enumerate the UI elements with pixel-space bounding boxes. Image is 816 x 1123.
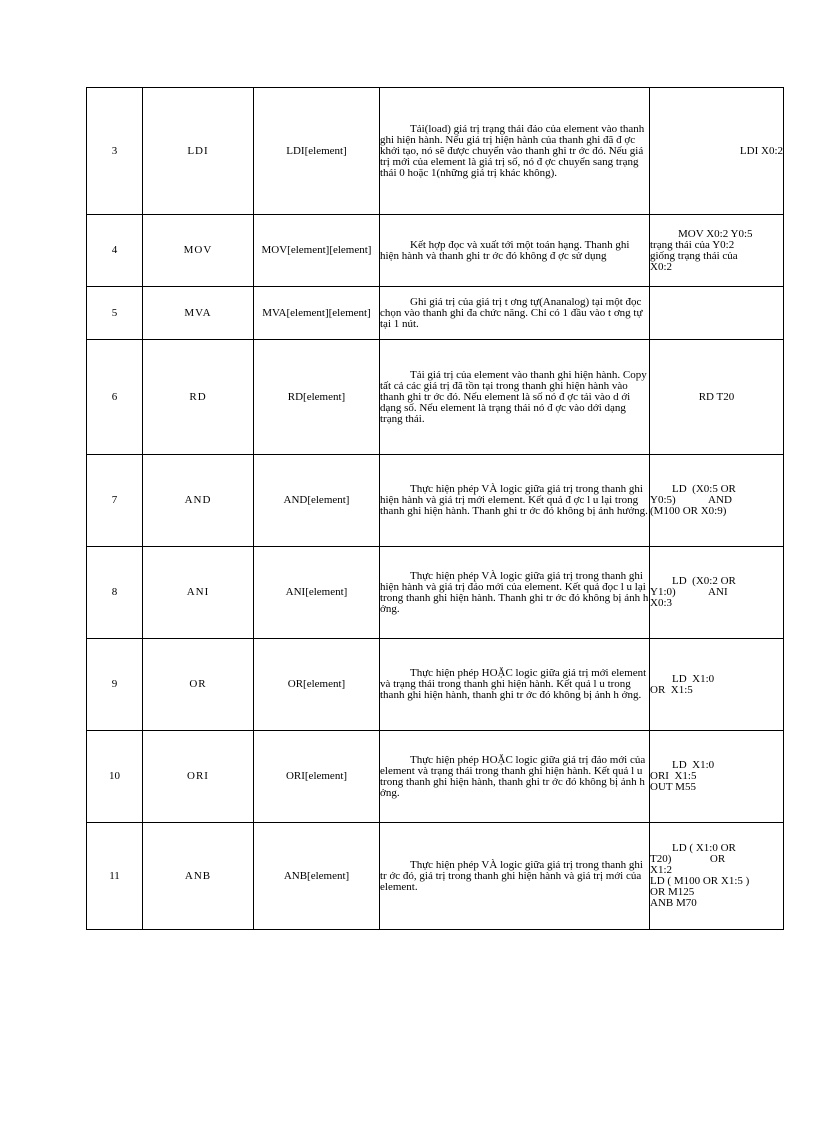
example-line: (M100 OR X0:9) (650, 505, 727, 517)
description-text: Thực hiện phép VÀ logic giữa giá trị trong thanh ghi hiện hành và giá trị đảo mới của element. Kết quả đọc l u lại trong thanh ghi hiện hành. Thanh ghi tr ớc đó không bị ảnh h ởng. (380, 569, 649, 615)
table-row (87, 731, 784, 823)
instruction-description (380, 639, 650, 731)
table-row (87, 823, 784, 930)
instruction-table (86, 87, 784, 930)
instruction-description (380, 215, 650, 287)
example-line: LD ( X1:0 OR (650, 842, 736, 854)
instruction-example (650, 340, 784, 455)
instruction-example (650, 731, 784, 823)
instruction-name: MOV (143, 215, 254, 287)
table-row (87, 215, 784, 287)
example-line: giống trạng thái của (650, 249, 738, 262)
instruction-syntax: ANB[element] (254, 823, 380, 930)
description-text: Tải(load) giá trị trạng thái đảo của element vào thanh ghi hiện hành. Nếu giá trị hiện hành của thanh ghi đã đ ợc khởi tạo, nó sẽ được chuyển vào thanh ghi tr ớc đó. Nếu giá trị mới của element là giá trị số, nó đ ợc chuyển sang trạng thái 0 hoặc 1(những giá trị khác không). (380, 122, 645, 179)
instruction-example (650, 455, 784, 547)
instruction-syntax: AND[element] (254, 455, 380, 547)
instruction-name: RD (143, 340, 254, 455)
instruction-example (650, 215, 784, 287)
instruction-example (650, 639, 784, 731)
example-line: OR X1:5 (650, 683, 693, 696)
example-line: LD X1:0 (650, 759, 715, 771)
example-line: T20) OR (650, 853, 726, 865)
instruction-name: LDI (143, 88, 254, 215)
instruction-name: ANB (143, 823, 254, 930)
instruction-example (650, 287, 784, 340)
example-line: X1:2 (650, 864, 672, 876)
description-text: Thực hiện phép VÀ logic giữa giá trị trong thanh ghi hiện hành và giá trị mới element. Kết quả đ ợc l u lại trong thanh ghi hiện hành. Thanh ghi tr ớc đó không bị ảnh hưởng. (380, 483, 648, 517)
table-row (87, 455, 784, 547)
example-line: trạng thái của Y0:2 (650, 238, 735, 251)
example-line: X0:3 (650, 597, 672, 609)
instruction-description (380, 823, 650, 930)
example-line: ANB M70 (650, 897, 697, 909)
instruction-name: OR (143, 639, 254, 731)
instruction-syntax: ANI[element] (254, 547, 380, 639)
example-line: LD X1:0 (650, 672, 715, 685)
instruction-description (380, 731, 650, 823)
table-row (87, 547, 784, 639)
description-text: Ghi giá trị của giá trị t ơng tự(Ananalog) tại một đọc chọn vào thanh ghi đa chức năng. Chỉ có 1 đầu vào t ơng tự tại 1 nút. (380, 295, 643, 330)
instruction-syntax: OR[element] (254, 639, 380, 731)
instruction-description (380, 88, 650, 215)
row-number: 8 (87, 547, 143, 639)
row-number: 4 (87, 215, 143, 287)
instruction-syntax: MOV[element][element] (254, 215, 380, 287)
instruction-description (380, 455, 650, 547)
instruction-description (380, 547, 650, 639)
example-line: X0:2 (650, 260, 672, 273)
instruction-syntax: MVA[element][element] (254, 287, 380, 340)
row-number: 3 (87, 88, 143, 215)
instruction-syntax: RD[element] (254, 340, 380, 455)
instruction-name: ANI (143, 547, 254, 639)
instruction-description (380, 287, 650, 340)
row-number: 7 (87, 455, 143, 547)
table-row (87, 287, 784, 340)
row-number: 5 (87, 287, 143, 340)
row-number: 6 (87, 340, 143, 455)
example-line: Y0:5) AND (650, 494, 732, 506)
example-line: LD (X0:5 OR (650, 483, 736, 495)
example-line: OUT M55 (650, 781, 696, 793)
example-line: LDI X0:2 (739, 144, 783, 157)
instruction-syntax: ORI[element] (254, 731, 380, 823)
table-row (87, 88, 784, 215)
description-text: Thực hiện phép HOẶC logic giữa giá trị mới element và trạng thái trong thanh ghi hiện hành. Kết quả l u trong thanh ghi hiện hành, thanh ghi tr ớc đó không bị ảnh h ởng. (380, 667, 647, 701)
example-line: RD T20 (698, 390, 735, 403)
table-row (87, 639, 784, 731)
description-text: Tải giá trị của element vào thanh ghi hiện hành. Copy tất cả các giá trị đã tồn tại trong thanh ghi hiện hành vào thanh ghi tr ớc đó. Nếu element là số nó đ ợc tải vào d ới dạng số. Nếu element là trạng thái nó đ ợc vào dới dạng trạng thái. (380, 368, 647, 425)
instruction-example (650, 823, 784, 930)
instruction-name: MVA (143, 287, 254, 340)
row-number: 9 (87, 639, 143, 731)
example-line: MOV X0:2 Y0:5 (678, 227, 753, 240)
example-line: OR M125 (650, 886, 695, 898)
instruction-syntax: LDI[element] (254, 88, 380, 215)
example-line: ORI X1:5 (650, 770, 697, 782)
table-row (87, 340, 784, 455)
example-line: LD ( M100 OR X1:5 ) (650, 875, 750, 887)
instruction-name: AND (143, 455, 254, 547)
description-text: Thực hiện phép VÀ logic giữa giá trị trong thanh ghi tr ớc đó, giá trị trong thanh ghi hiện hành và giá trị mới của element. (380, 858, 643, 893)
description-text: Kết hợp đọc và xuất tới một toán hạng. Thanh ghi hiện hành và thanh ghi tr ớc đó không đ ợc sử dụng (380, 238, 630, 262)
instruction-name: ORI (143, 731, 254, 823)
instruction-example (650, 547, 784, 639)
row-number: 11 (87, 823, 143, 930)
instruction-description (380, 340, 650, 455)
instruction-example (650, 88, 784, 215)
example-line: LD (X0:2 OR (650, 575, 736, 587)
example-line: Y1:0) ANI (650, 586, 728, 598)
row-number: 10 (87, 731, 143, 823)
description-text: Thực hiện phép HOẶC logic giữa giá trị đảo mới của element và trạng thái trong thanh ghi hiện hành. Kết quả l u trong thanh ghi hiện hành, thanh ghi tr ớc đó không bị ảnh h ởng. (380, 753, 646, 799)
